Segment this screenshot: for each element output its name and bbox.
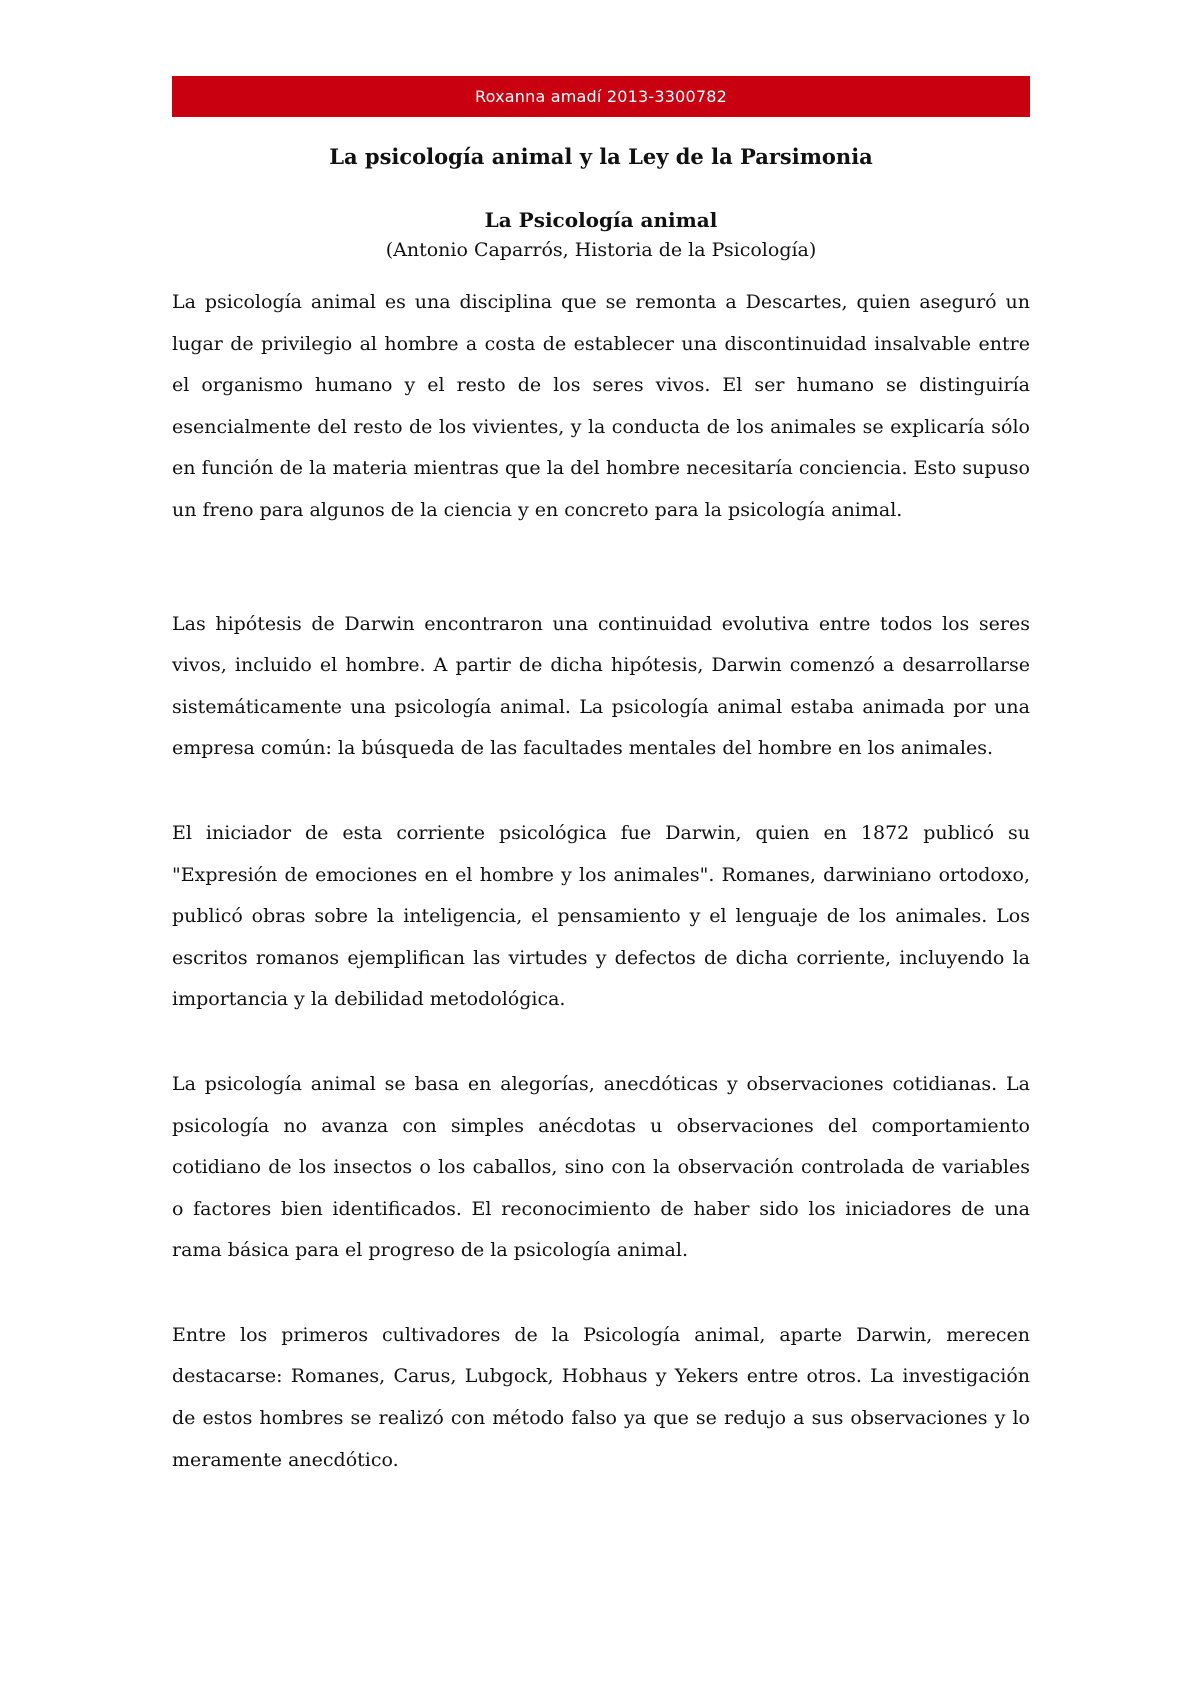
paragraph-4: La psicología animal se basa en alegorías, anecdóticas y observaciones cotidianas. La psicología no avanza con simples anécdotas u observaciones del comportamiento cotidiano de los insectos o los caballos, sino con la observación controlada de variables o factores bien identificados. El reconocimiento de haber sido los iniciadores de una rama básica para el progreso de la psicología animal. (172, 1072, 1030, 1262)
paragraph-2: Las hipótesis de Darwin encontraron una continuidad evolutiva entre todos los seres vivos, incluido el hombre. A partir de dicha hipótesis, Darwin comenzó a desarrollarse sistemáticamente una psicología animal. La psicología animal estaba animada por una empresa común: la búsqueda de las facultades mentales del hombre en los animales. (172, 612, 1030, 760)
paragraph-1: La psicología animal es una disciplina que se remonta a Descartes, quien aseguró un lugar de privilegio al hombre a costa de establecer una discontinuidad insalvable entre el organismo humano y el resto de los seres vivos. El ser humano se distinguiría esencialmente del resto de los vivientes, y la conducta de los animales se explicaría sólo en función de la materia mientras que la del hombre necesitaría conciencia. Esto supuso un freno para algunos de la ciencia y en concreto para la psicología animal. (172, 291, 1030, 521)
document-content (172, 140, 1030, 1481)
header-band (172, 76, 1030, 117)
source-citation: (Antonio Caparrós, Historia de la Psicología) (385, 239, 817, 261)
document-title: La psicología animal y la Ley de la Parsimonia (329, 144, 873, 169)
author-header: Roxanna amadí 2013-3300782 (475, 87, 727, 106)
section-title: La Psicología animal (484, 208, 718, 232)
paragraph-3: El iniciador de esta corriente psicológica fue Darwin, quien en 1872 publicó su "Expresión de emociones en el hombre y los animales". Romanes, darwiniano ortodoxo, publicó obras sobre la inteligencia, el pensamiento y el lenguaje de los animales. Los escritos romanos ejemplifican las virtudes y defectos de dicha corriente, incluyendo la importancia y la debilidad metodológica. (172, 821, 1030, 1011)
paragraph-5: Entre los primeros cultivadores de la Psicología animal, aparte Darwin, merecen destacarse: Romanes, Carus, Lubgock, Hobhaus y Yekers entre otros. La investigación de estos hombres se realizó con método falso ya que se redujo a sus observaciones y lo meramente anecdótico. (172, 1323, 1030, 1471)
